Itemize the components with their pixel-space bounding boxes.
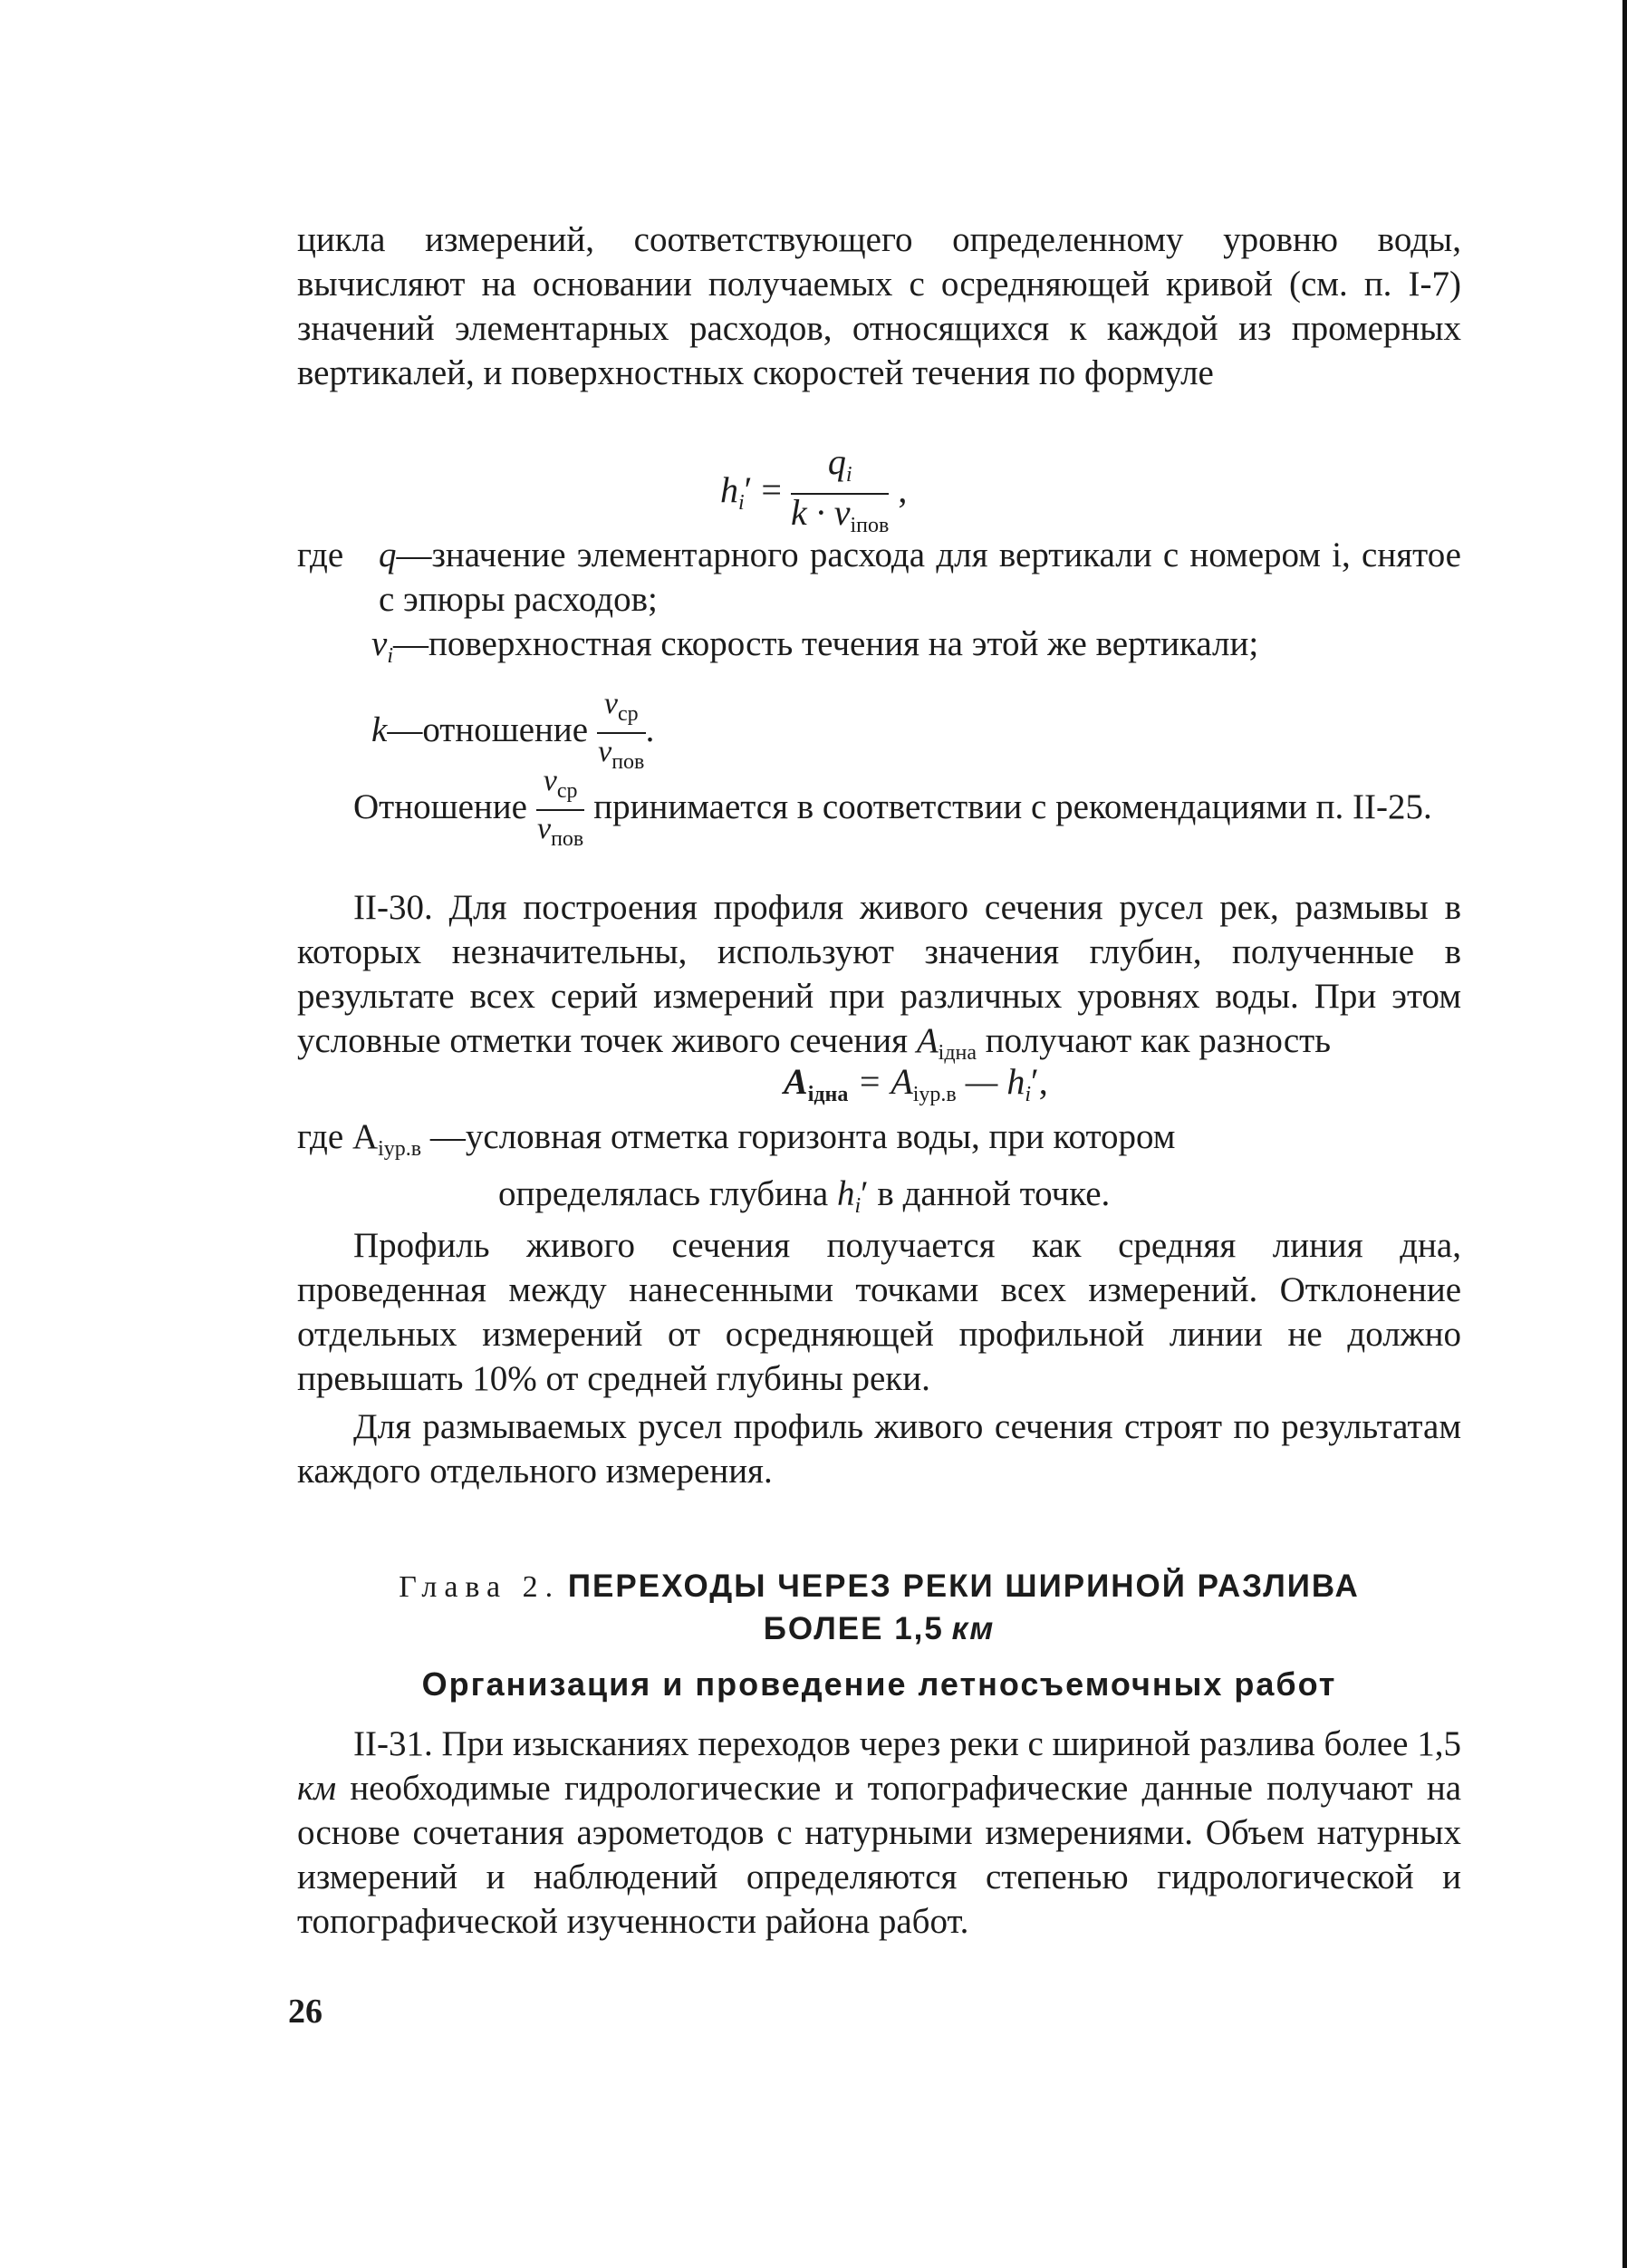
where2-lead: где [297,1117,344,1156]
chapter-unit: км [951,1611,996,1646]
formula1-den-sub: iпов [850,514,890,537]
formula-h-i [720,441,908,544]
def-k-tail: . [645,709,655,749]
formula2-h-sub: i [1025,1083,1032,1106]
ratio-fraction [536,763,585,857]
def-k-den-sub: пов [611,750,645,774]
where2-h: h [836,1174,855,1213]
ratio-lead: Отношение [353,787,527,826]
formula1-tail: , [898,469,908,511]
formula2-b-sub: iур.в [912,1083,957,1106]
ratio-num: v [543,764,557,797]
ratio-paragraph [297,763,1461,857]
ii31-unit: км [297,1769,337,1808]
washed-text: Для размываемых русел профиль живого сечения строят по результатам каждого отдельного измерения. [297,1407,1461,1491]
formula1-lhs: h [720,469,738,511]
def-v-symbol: v [371,624,388,663]
formula1-num-sub: i [845,463,852,487]
intro-paragraph [297,217,1461,395]
def-q-text: —значение элементарного расхода для вертикали с номером i, снятое с эпюры расходов; [379,536,1461,619]
ratio-num-sub: ср [556,779,578,803]
chapter-title-line1: ПЕРЕХОДЫ ЧЕРЕЗ РЕКИ ШИРИНОЙ РАЗЛИВА [567,1568,1360,1604]
ratio-tail: принимается в соответствии с рекомендациями п. II-25. [593,787,1432,826]
where-definitions [297,533,1461,780]
chapter-prefix: Глава 2. [399,1570,561,1604]
formula1-lhs-sub: i [738,491,745,516]
section-title: Организация и проведение летносъемочных работ [421,1665,1337,1703]
def-q-symbol: q [379,536,397,574]
def-k-text: —отношение [387,709,589,749]
paragraph-washed [297,1404,1461,1493]
where-lead: где [297,536,344,574]
ii30-sub: iдна [938,1041,977,1065]
paragraph-ii-31 [297,1722,1461,1944]
where2-symbol: A [351,1117,379,1156]
formula2-eq: = A [857,1061,913,1102]
page-number: 26 [288,1993,323,2031]
formula2-minus: — h [965,1061,1025,1102]
formula2-prime: ′, [1031,1061,1048,1102]
intro-text: цикла измерений, соответствующего определенному уровню воды, вычисляют на основании получаемых с осредняющей кривой (см. п. I-7) значений элементарных расходов, относящихся к каждой из промерных вертикалей, и поверхностных скоростей течения по формуле [297,220,1461,392]
where2-text2: определялась глубина [498,1174,829,1213]
where2-text3: ′ в данной точке. [861,1174,1111,1213]
chapter-heading [297,1566,1461,1650]
where-definitions-2 [297,1115,1461,1229]
def-v-sub: i [387,644,393,668]
ratio-den: v [536,812,552,845]
page-edge [1622,0,1627,2268]
ii31-text-a: II-31. При изысканиях переходов через реки с шириной разлива более 1,5 [353,1724,1461,1763]
def-k-den: v [598,735,612,768]
ratio-den-sub: пов [551,827,584,851]
chapter-title-line2: БОЛЕЕ 1,5 [763,1611,944,1646]
paragraph-ii-30 [297,885,1461,1076]
paragraph-profile [297,1223,1461,1401]
formula2-a-sub: iдна [807,1083,849,1106]
where2-h-sub: i [854,1194,862,1218]
where2-text1: —условная отметка горизонта воды, при котором [429,1117,1176,1156]
ii30-text: II-30. Для построения профиля живого сечения русел рек, размывы в которых незначительны, используют значения глубин, полученные в результате всех серий измерений при различных уровнях воды. При этом условные отметки точек живого сечения [297,888,1461,1060]
formula1-eq: ′ = [744,469,782,511]
ii30-tail: получают как разность [985,1021,1332,1060]
profile-text: Профиль живого сечения получается как средняя линия дна, проведенная между нанесенными точками всех измерений. Отклонение отдельных измерений от осредняющей профильной линии не должно превышать 10% от средней глубины реки. [297,1226,1461,1398]
def-k-symbol: k [371,709,388,749]
def-k-num: v [603,687,618,720]
formula1-fraction [790,441,890,544]
def-v-text: —поверхностная скорость течения на этой же вертикали; [392,624,1259,663]
formula1-num: q [827,441,846,482]
formula2-a: A [784,1061,808,1102]
ii31-text-b: необходимые гидрологические и топографические данные получают на основе сочетания аэрометодов с натурными измерениями. Объем натурных измерений и наблюдений определяются степенью гидрологической и топографической изученности района работ. [297,1769,1462,1941]
formula1-den: k · v [790,492,851,533]
where2-sub: iур.в [378,1137,422,1161]
formula-a-bottom [784,1060,1048,1107]
ii30-symbol: A [916,1021,939,1060]
def-k-num-sub: ср [617,702,639,726]
